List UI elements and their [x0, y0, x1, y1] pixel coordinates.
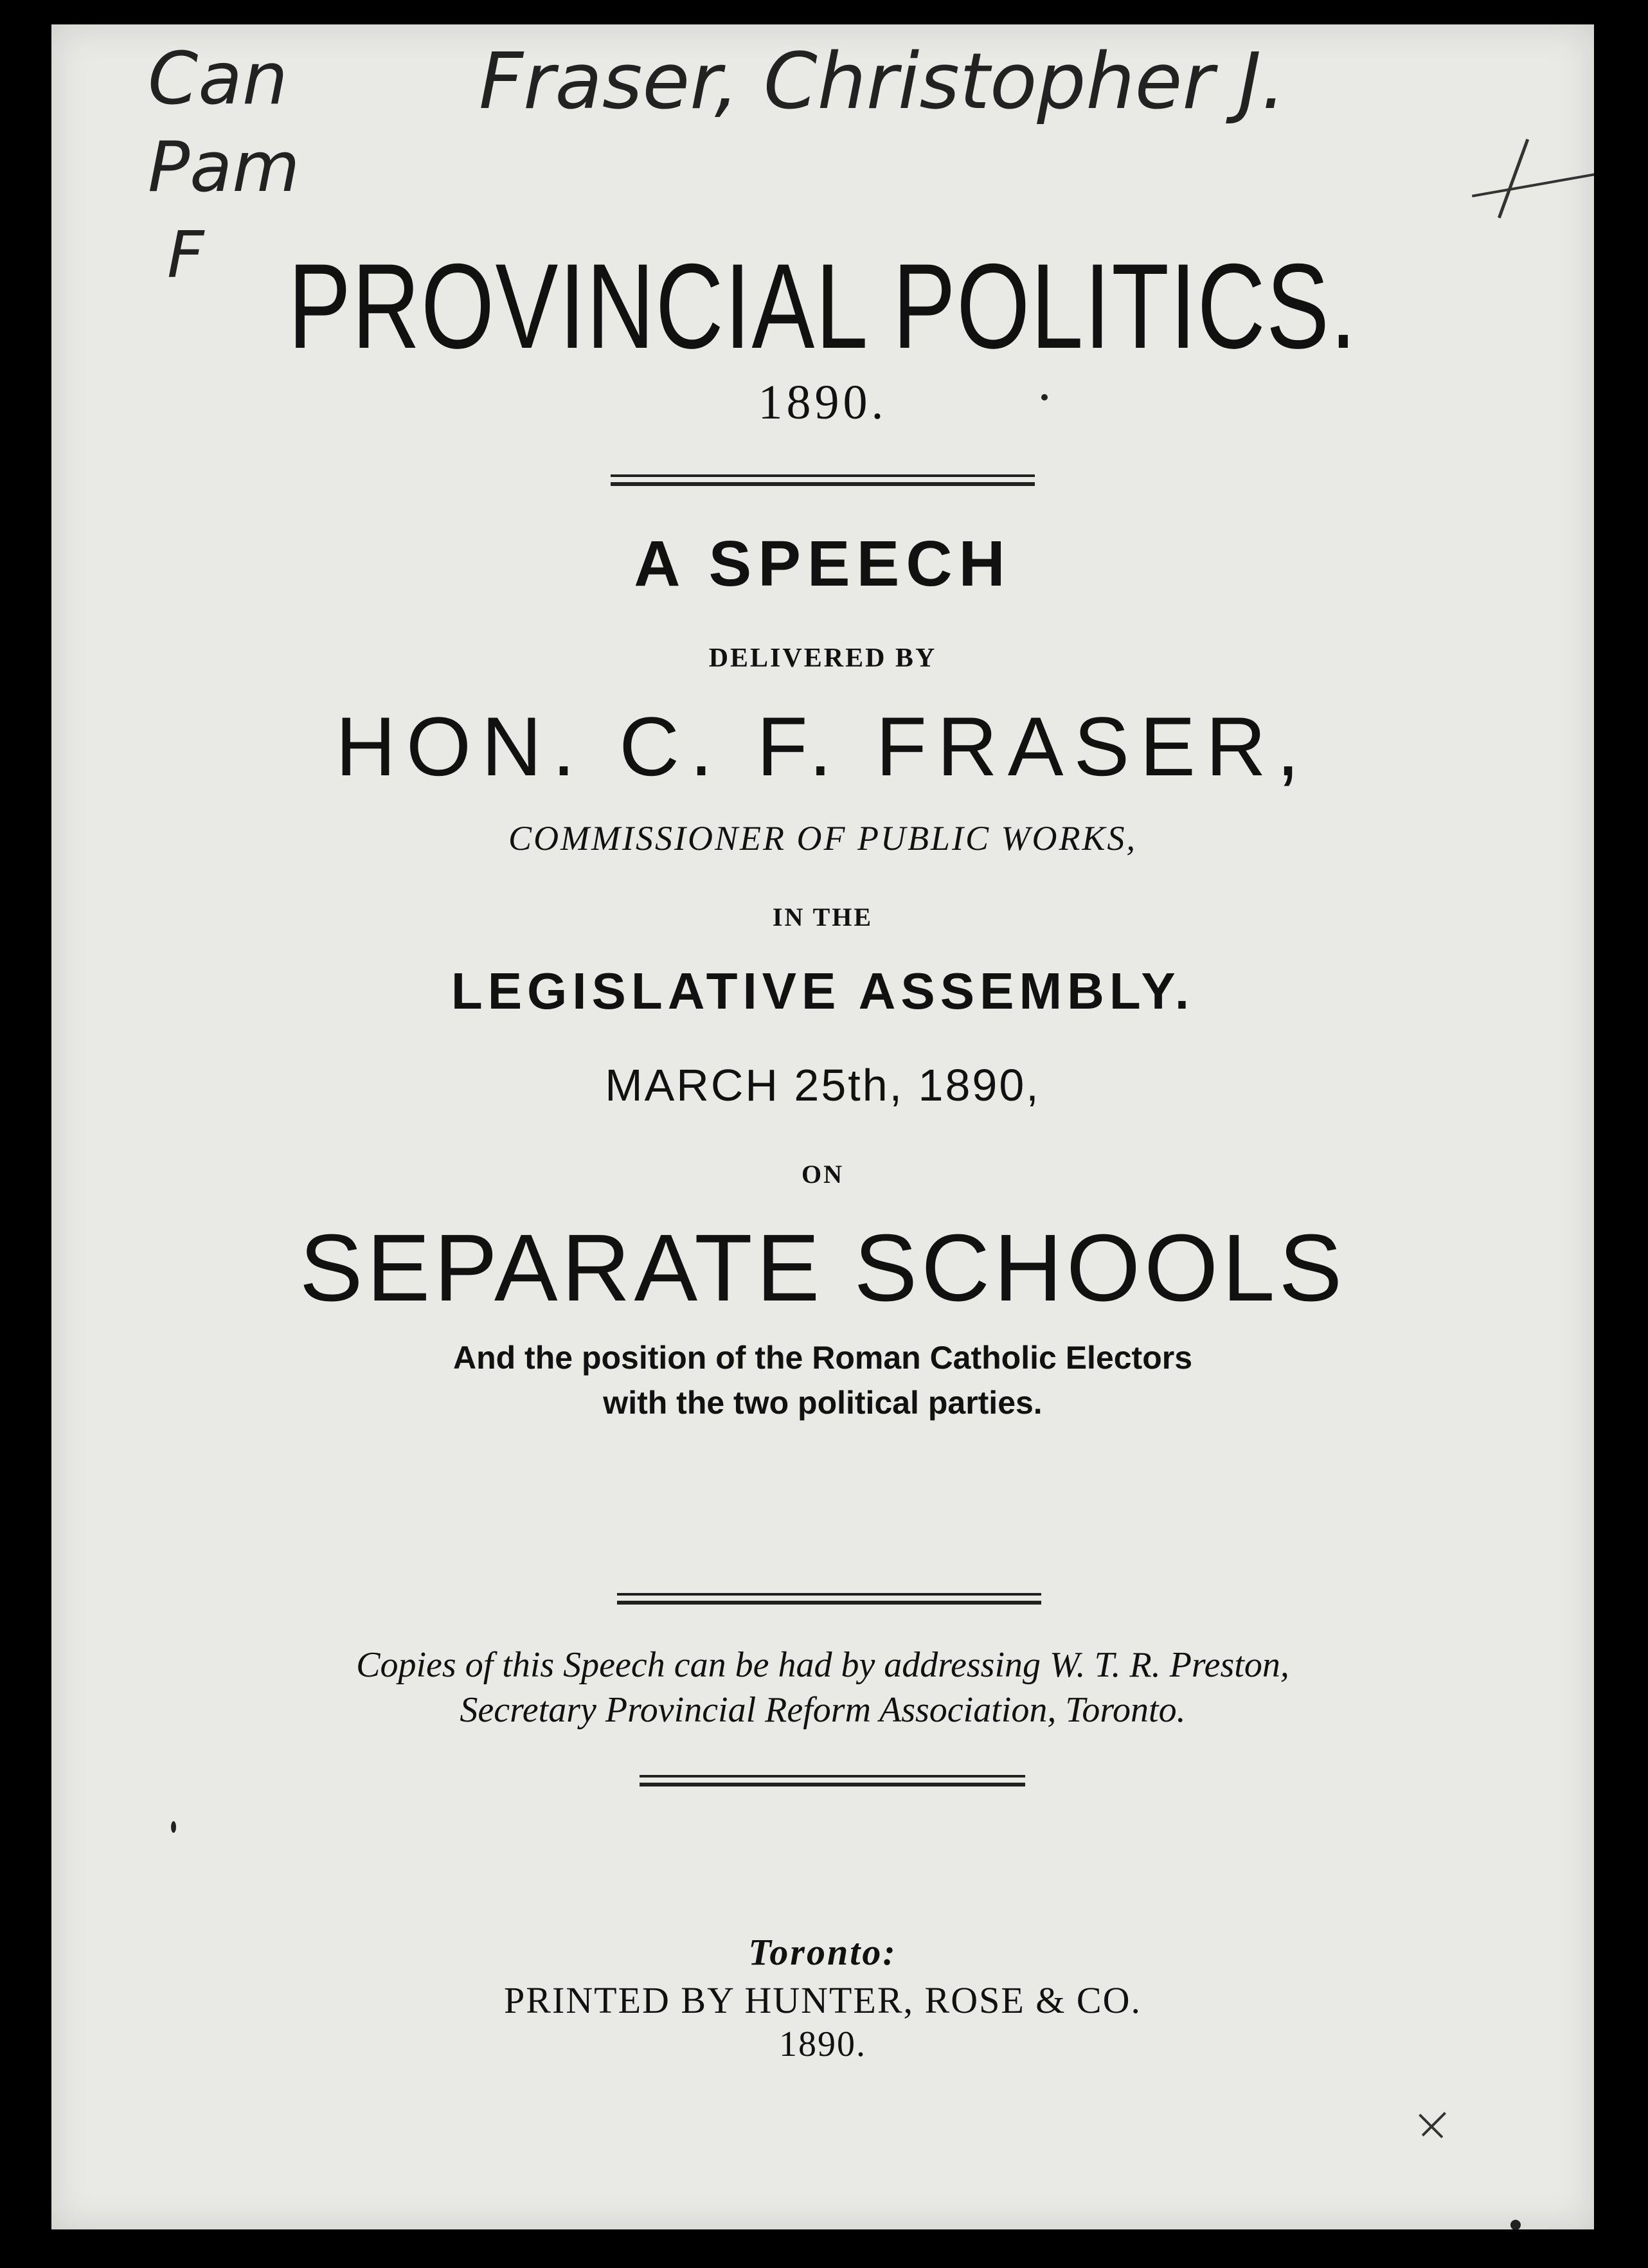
handwritten-author-note: Fraser, Christopher J.: [479, 37, 1286, 127]
imprint-year: 1890.: [779, 2024, 866, 2064]
speaker-office: COMMISSIONER OF PUBLIC WORKS,: [508, 819, 1137, 858]
handwritten-call-number-can: Can: [148, 37, 288, 121]
imprint-place: Toronto:: [748, 1931, 897, 1973]
assembly-name: LEGISLATIVE ASSEMBLY.: [451, 962, 1195, 1020]
title-year: 1890.: [758, 375, 888, 429]
subtitle-line-2: with the two political parties.: [603, 1385, 1043, 1421]
in-the-label: IN THE: [772, 903, 873, 932]
copies-note-line-2: Secretary Provincial Reform Association, Toronto.: [460, 1690, 1186, 1730]
pencil-mark-2: [1498, 139, 1529, 219]
document-title: PROVINCIAL POLITICS.: [288, 239, 1357, 374]
pencil-mark: [1472, 172, 1594, 197]
imprint-printer: PRINTED BY HUNTER, ROSE & CO.: [504, 1979, 1142, 2021]
divider-rule: [617, 1593, 1041, 1606]
on-label: ON: [802, 1160, 844, 1189]
speech-subject: SEPARATE SCHOOLS: [299, 1215, 1347, 1321]
speck: [1510, 2220, 1521, 2229]
document-page: [51, 24, 1594, 2229]
speck: [171, 1821, 176, 1833]
delivered-by-label: DELIVERED BY: [708, 644, 937, 673]
copies-note-line-1: Copies of this Speech can be had by addressing W. T. R. Preston,: [356, 1645, 1289, 1685]
subtitle-line-1: And the position of the Roman Catholic Electors: [452, 1340, 1193, 1376]
handwritten-call-number-pam: Pam: [148, 127, 300, 208]
speech-date: MARCH 25th, 1890,: [605, 1060, 1041, 1110]
speech-heading: A SPEECH: [634, 528, 1012, 600]
divider-rule: [640, 1775, 1025, 1788]
handwritten-call-number-f: F: [167, 217, 204, 292]
pencil-mark-4: [1422, 2112, 1446, 2136]
divider-rule: [611, 474, 1035, 487]
speaker-name: HON. C. F. FRASER,: [336, 699, 1310, 793]
